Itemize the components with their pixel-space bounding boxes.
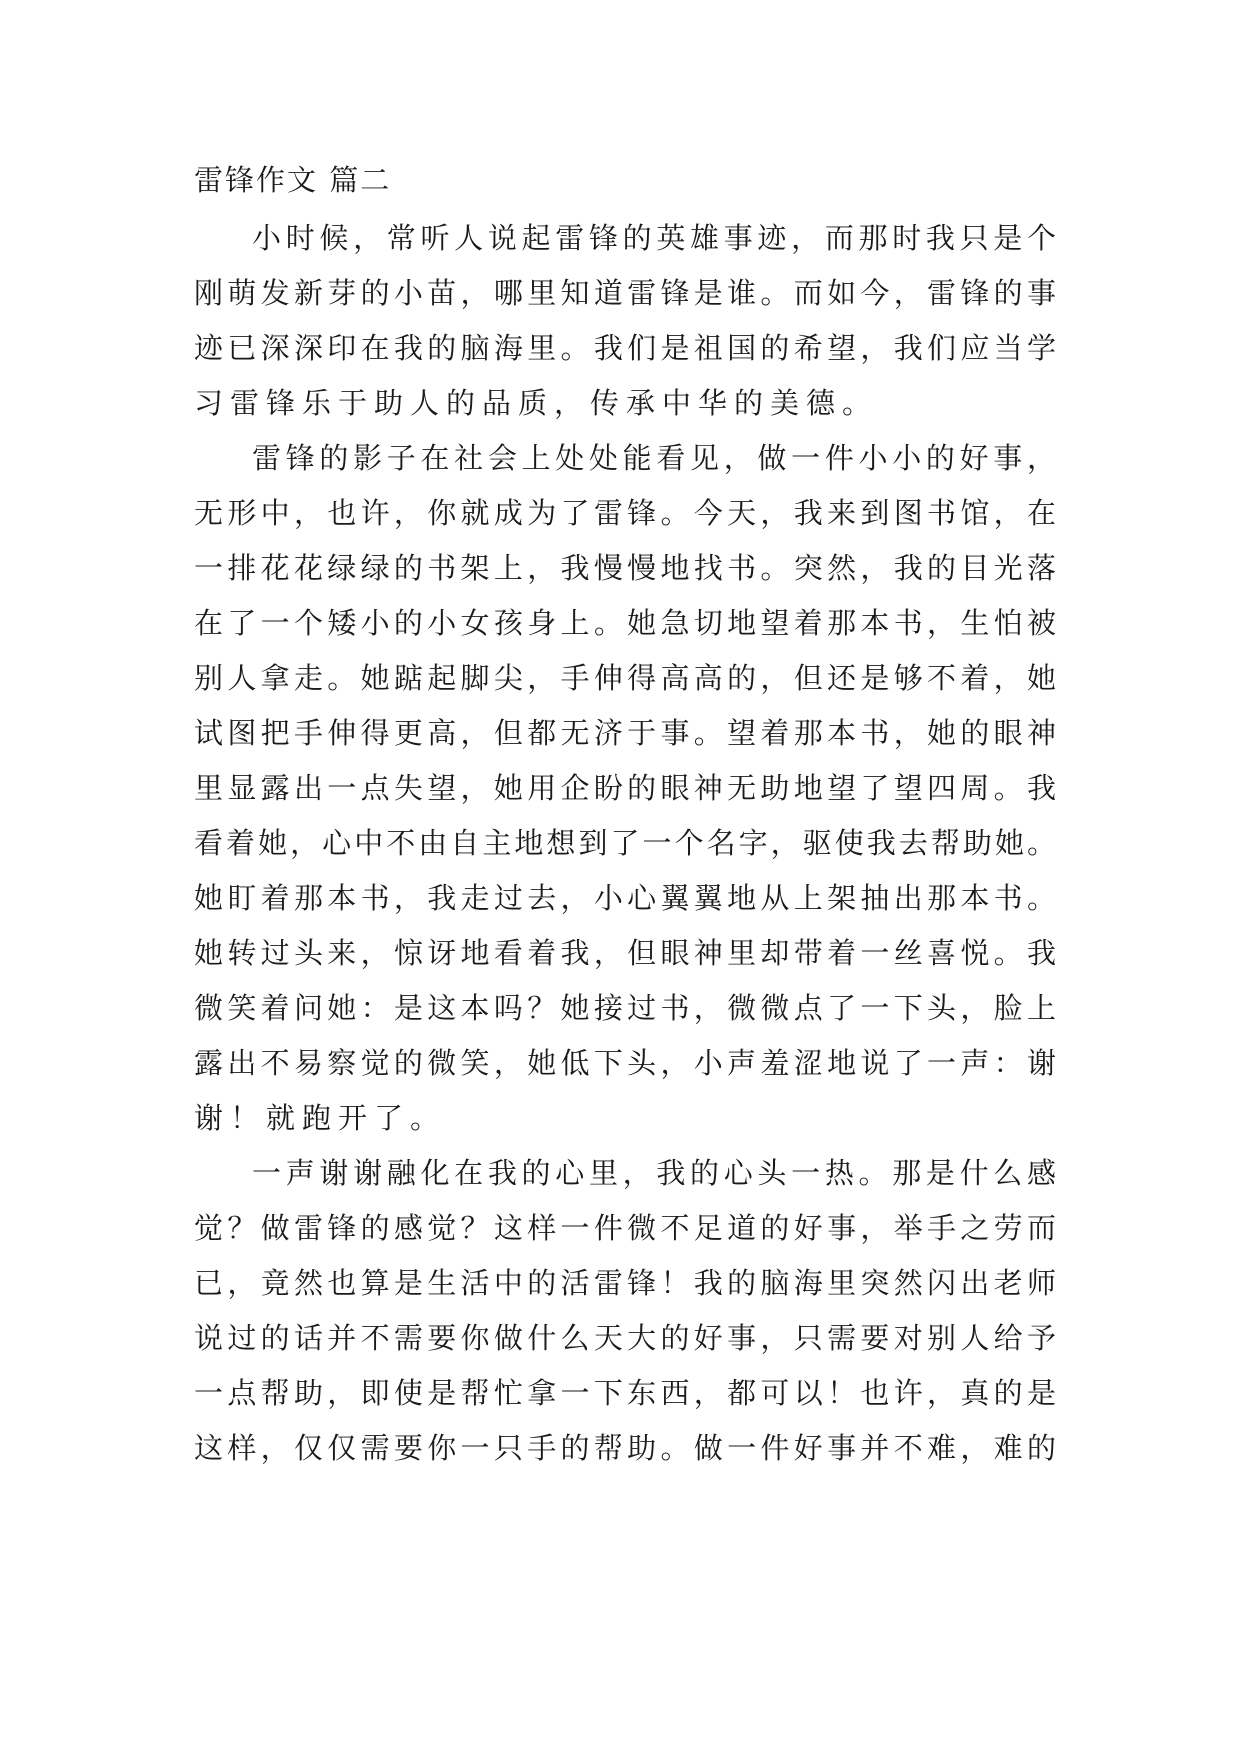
paragraph-line: 一点帮助，即使是帮忙拿一下东西，都可以！也许，真的是 [194, 1376, 1056, 1410]
paragraph-line: 她盯着那本书，我走过去，小心翼翼地从上架抽出那本书。 [194, 881, 1056, 915]
paragraph-line: 刚萌发新芽的小苗，哪里知道雷锋是谁。而如今，雷锋的事 [194, 276, 1056, 310]
paragraph-line: 觉？做雷锋的感觉？这样一件微不足道的好事，举手之劳而 [194, 1211, 1056, 1245]
paragraph-line: 里显露出一点失望，她用企盼的眼神无助地望了望四周。我 [194, 771, 1056, 805]
paragraph-line: 谢！就跑开了。 [194, 1101, 447, 1135]
paragraph-line: 雷锋的影子在社会上处处能看见，做一件小小的好事， [252, 441, 1056, 475]
paragraph-line: 她转过头来，惊讶地看着我，但眼神里却带着一丝喜悦。我 [194, 936, 1056, 970]
paragraph-line: 一声谢谢融化在我的心里，我的心头一热。那是什么感 [252, 1156, 1056, 1190]
paragraph-line: 露出不易察觉的微笑，她低下头，小声羞涩地说了一声：谢 [194, 1046, 1056, 1080]
paragraph-line: 试图把手伸得更高，但都无济于事。望着那本书，她的眼神 [194, 716, 1056, 750]
paragraph-line: 在了一个矮小的小女孩身上。她急切地望着那本书，生怕被 [194, 606, 1056, 640]
document-title: 雷锋作文 篇二 [194, 163, 392, 197]
paragraph-line: 看着她，心中不由自主地想到了一个名字，驱使我去帮助她。 [194, 826, 1056, 860]
paragraph-line: 无形中，也许，你就成为了雷锋。今天，我来到图书馆，在 [194, 496, 1056, 530]
paragraph-line: 说过的话并不需要你做什么天大的好事，只需要对别人给予 [194, 1321, 1056, 1355]
paragraph-line: 小时候，常听人说起雷锋的英雄事迹，而那时我只是个 [252, 221, 1056, 255]
paragraph-line: 一排花花绿绿的书架上，我慢慢地找书。突然，我的目光落 [194, 551, 1056, 585]
paragraph-line: 已，竟然也算是生活中的活雷锋！我的脑海里突然闪出老师 [194, 1266, 1056, 1300]
paragraph-line: 这样，仅仅需要你一只手的帮助。做一件好事并不难，难的 [194, 1431, 1056, 1465]
paragraph-line: 习雷锋乐于助人的品质，传承中华的美德。 [194, 386, 879, 420]
paragraph-line: 别人拿走。她踮起脚尖，手伸得高高的，但还是够不着，她 [194, 661, 1056, 695]
paragraph-line: 迹已深深印在我的脑海里。我们是祖国的希望，我们应当学 [194, 331, 1056, 365]
paragraph-line: 微笑着问她：是这本吗？她接过书，微微点了一下头，脸上 [194, 991, 1056, 1025]
